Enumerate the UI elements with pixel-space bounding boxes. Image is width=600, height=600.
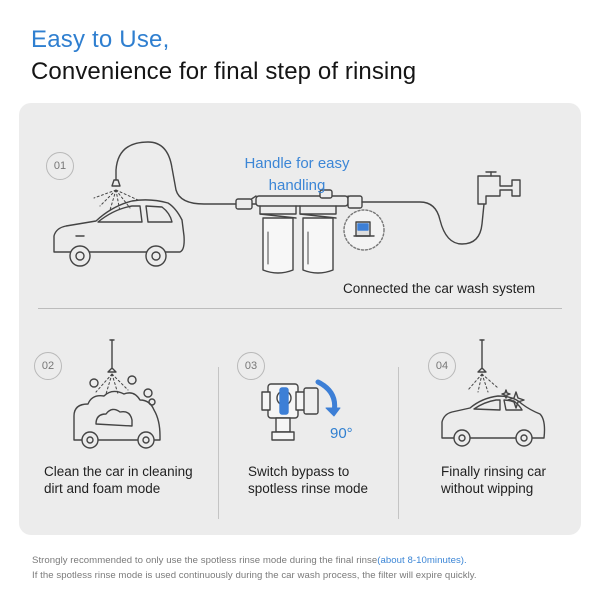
spray-wand-icon-2 (478, 340, 486, 372)
bypass-valve-icon (262, 384, 318, 440)
handle-callout (230, 153, 364, 197)
footnote-line1-main: Strongly recommended to only use the spotless rinse mode during the final rinse (32, 555, 378, 566)
step-caption-02 (44, 463, 193, 497)
car-icon (54, 200, 184, 266)
handle-callout-line1: Handle for easy (244, 155, 350, 172)
rinse-spray-icon (468, 374, 498, 392)
step-number-02: 02 (34, 352, 62, 380)
footnote-line2: If the spotless rinse mode is used continuously during the car wash process, the filter will expire quickly. (32, 570, 477, 581)
spray-nozzle-icon (112, 142, 240, 204)
step-caption-04-line2: without wipping (441, 481, 534, 496)
step-number-04: 04 (428, 352, 456, 380)
filter-system-icon (236, 190, 362, 273)
step-number-03: 03 (237, 352, 265, 380)
title-accent: Easy to Use, (31, 26, 170, 53)
rotation-angle-label: 90° (330, 425, 353, 442)
step-number-01: 01 (46, 152, 74, 180)
step-caption-03-line2: spotless rinse mode (248, 481, 369, 496)
system-caption: Connected the car wash system (343, 281, 536, 296)
step-caption-03 (248, 463, 368, 497)
handle-callout-line2: handling (268, 177, 326, 194)
water-tap-icon (478, 172, 520, 204)
valve-detail-bubble (344, 210, 384, 250)
step-caption-04 (441, 463, 546, 497)
spray-wand-icon (108, 340, 116, 372)
step-caption-03-line1: Switch bypass to (248, 464, 350, 479)
footnote-line1 (32, 555, 467, 566)
step-caption-04-line1: Finally rinsing car (441, 464, 547, 479)
foam-car-icon (74, 391, 160, 448)
footnote-duration-highlight: (about 8-10minutes). (377, 555, 467, 566)
step-caption-02-line1: Clean the car in cleaning (44, 464, 193, 479)
page-title: Convenience for final step of rinsing (31, 58, 417, 85)
step-caption-02-line2: dirt and foam mode (44, 481, 161, 496)
clean-car-icon (442, 396, 545, 446)
